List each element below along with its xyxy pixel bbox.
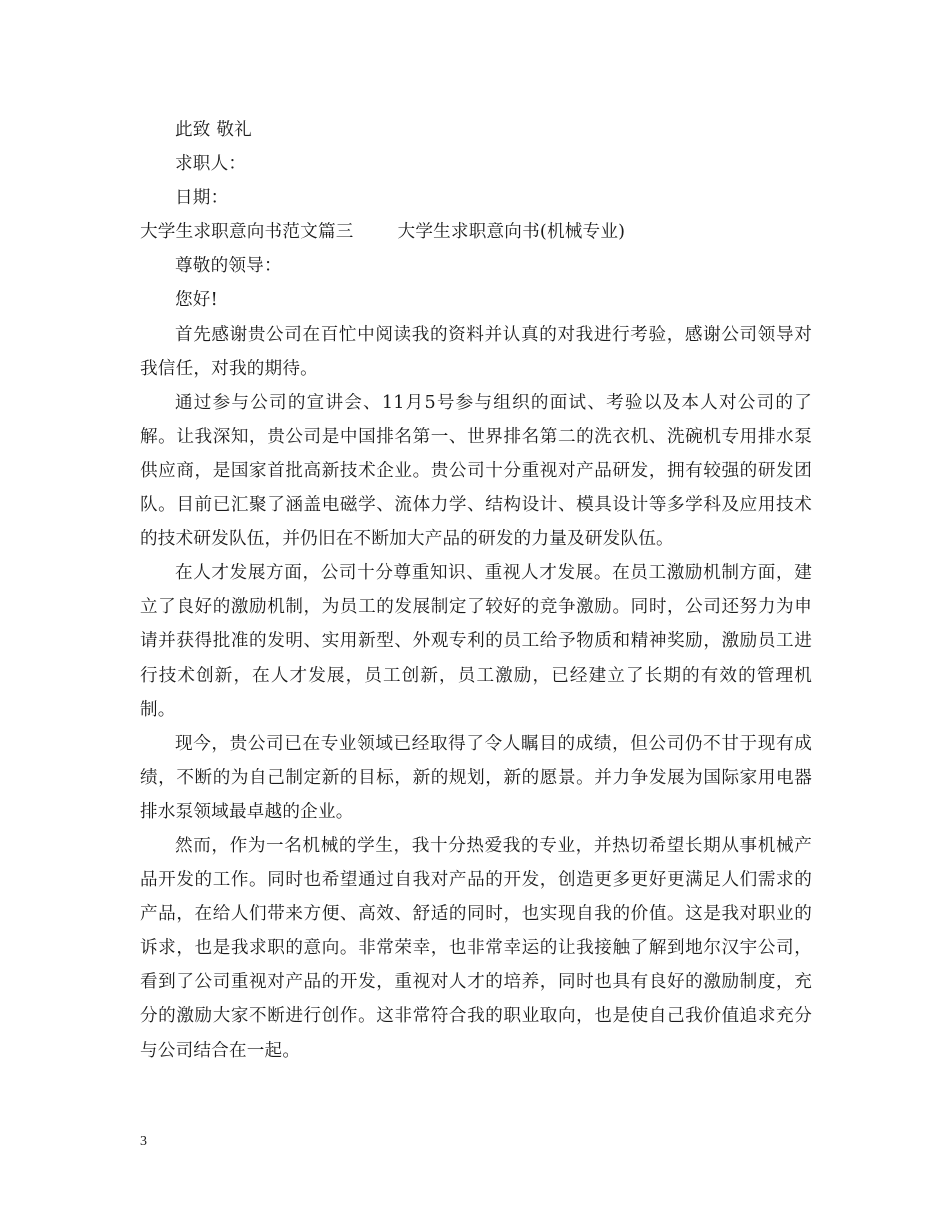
body-paragraph-2: 通过参与公司的宣讲会、11月5号参与组织的面试、考验以及本人对公司的了解。让我深知，贵公司是中国排名第一、世界排名第二的洗衣机、洗碗机专用排水泵供应商，是国家首批高新技术企业。贵公司十分重视对产品研发，拥有较强的研发团队。目前已汇聚了涵盖电磁学、流体力学、结构设计、模具设计等多学科及应用技术的技术研发队伍，并仍旧在不断加大产品的研发的力量及研发队伍。 [140,392,812,550]
page-number: 3 [140,1134,147,1149]
body-paragraph-4: 现今，贵公司已在专业领域已经取得了令人瞩目的成绩，但公司仍不甘于现有成绩，不断的为自己制定新的目标，新的规划，新的愿景。并力争发展为国际家用电器排水泵领域最卓越的企业。 [140,733,812,822]
body-paragraph-3: 在人才发展方面，公司十分尊重知识、重视人才发展。在员工激励机制方面，建立了良好的激励机制，为员工的发展制定了较好的竞争激励。同时，公司还努力为申请并获得批准的发明、实用新型、外观专利的员工给予物质和精神奖励，激励员工进行技术创新，在人才发展，员工创新，员工激励，已经建立了长期的有效的管理机制。 [140,563,812,720]
applicant-label: 求职人： [175,154,247,175]
greeting: 您好! [175,290,218,311]
date-label: 日期： [175,188,229,209]
salutation: 尊敬的领导： [175,256,282,277]
document-body [140,113,812,1068]
section-heading-left: 大学生求职意向书范文篇三 [140,222,354,243]
body-paragraph-5: 然而，作为一名机械的学生，我十分热爱我的专业，并热切希望长期从事机械产品开发的工作。同时也希望通过自我对产品的开发，创造更多更好更满足人们需求的产品，在给人们带来方便、高效、舒适的同时，也实现自我的价值。这是我对职业的诉求，也是我求职的意向。非常荣幸，也非常幸运的让我接触了解到地尔汉宇公司，看到了公司重视对产品的开发，重视对人才的培养，同时也具有良好的激励制度，充分的激励大家不断进行创作。这非常符合我的职业取向，也是使自己我价值追求充分与公司结合在一起。 [140,835,812,1061]
closing-line: 此致 敬礼 [175,120,252,140]
body-paragraph-1: 首先感谢贵公司在百忙中阅读我的资料并认真的对我进行考验，感谢公司领导对我信任，对我的期待。 [140,324,812,379]
section-heading-right: 大学生求职意向书(机械专业) [397,222,626,243]
section-heading [140,215,812,249]
